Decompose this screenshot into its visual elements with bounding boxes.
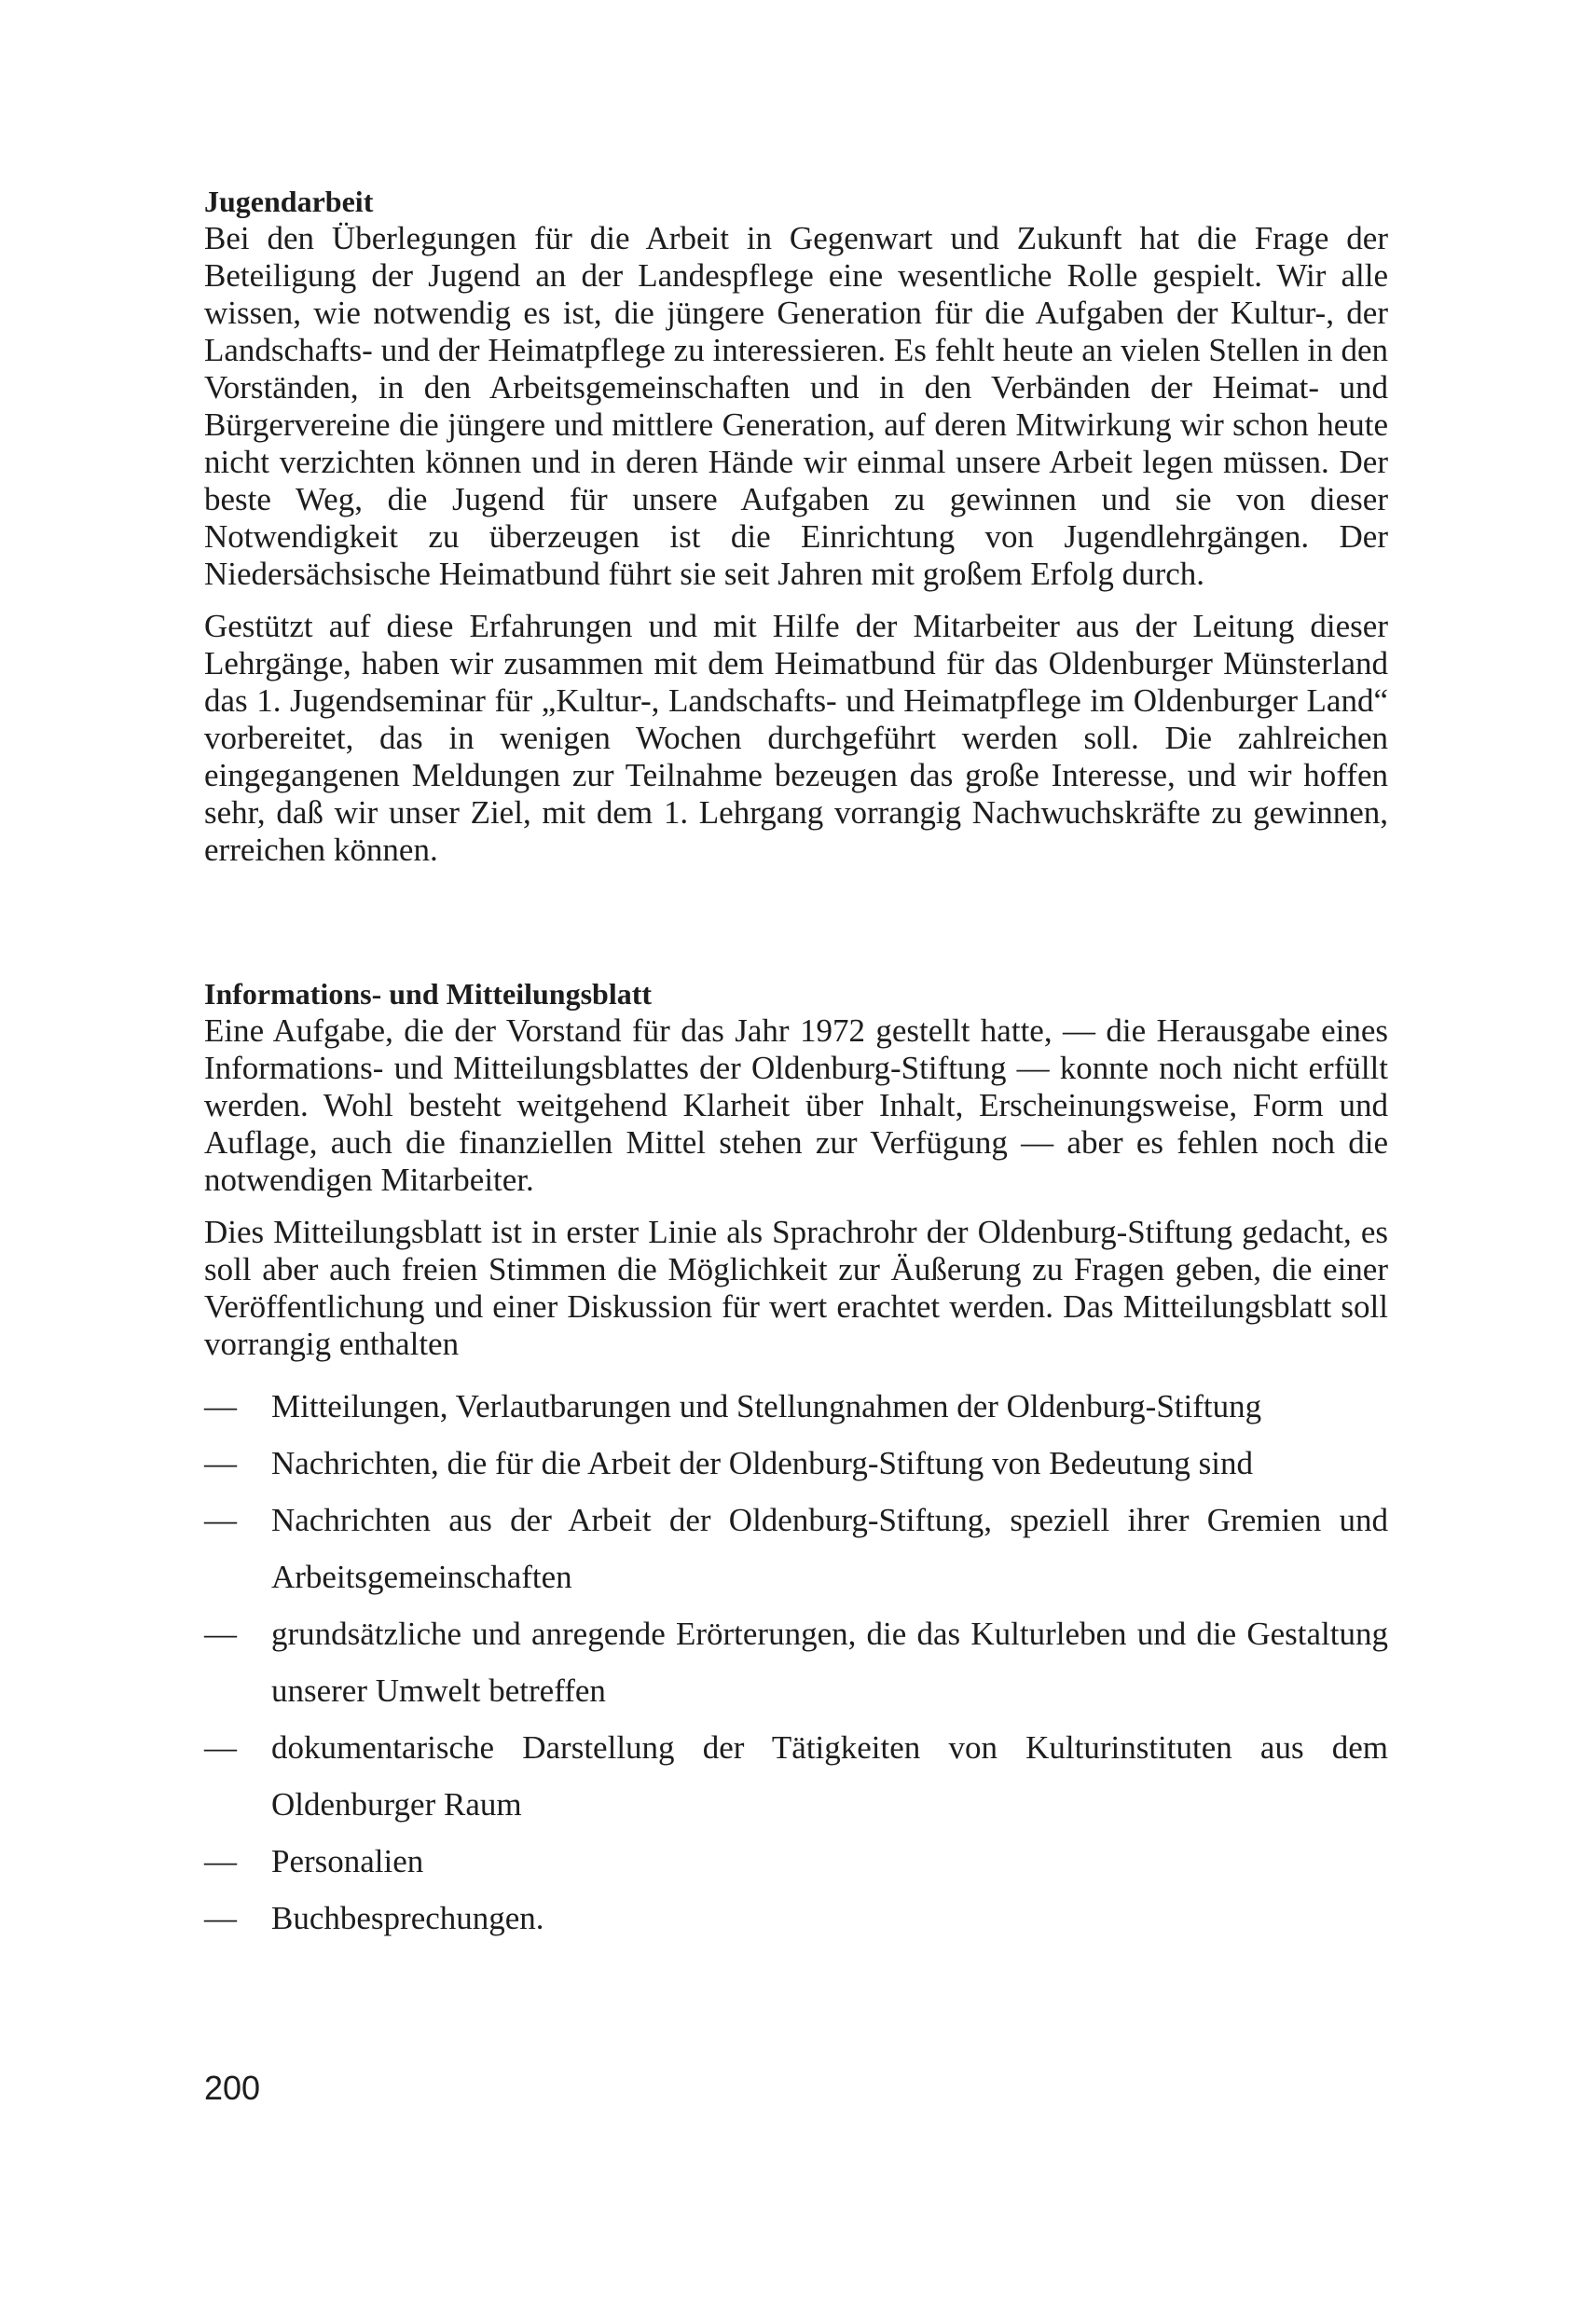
page-number: 200 xyxy=(204,2069,261,2107)
list-dash: — xyxy=(204,1900,237,1936)
paragraph: Bei den Überlegungen für die Arbeit in Gegenwart und Zukunft hat die Frage der Beteiligung der Jugend an der Landespflege eine wesentliche Rolle gespielt. Wir alle wissen, wie notwendig es ist, die jüngere Generation für die Aufgaben der Kultur-, der Landschafts- und der Heimatpflege zu interessieren. Es fehlt heute an vielen Stellen in den Vorständen, in den Arbeitsgemeinschaften und in den Verbänden der Heimat- und Bürgervereine die jüngere und mittlere Generation, auf deren Mitwirkung wir schon heute nicht verzichten können und in deren Hände wir einmal unsere Arbeit legen müssen. Der beste Weg, die Jugend für unsere Aufgaben zu gewinnen und sie von dieser Notwendigkeit zu überzeugen ist die Einrichtung von Jugendlehrgängen. Der Niedersächsische Heimatbund führt sie seit Jahren mit großem Erfolg durch. xyxy=(204,220,1388,592)
list-dash: — xyxy=(204,1445,237,1481)
list-dash: — xyxy=(204,1843,237,1879)
list-item xyxy=(204,1719,1388,1833)
list-item xyxy=(204,1492,1388,1605)
section-jugendarbeit xyxy=(204,183,1388,869)
paragraph: Gestützt auf diese Erfahrungen und mit Hilfe der Mitarbeiter aus der Leitung dieser Lehrgänge, haben wir zusammen mit dem Heimatbund für das Oldenburger Münsterland das 1. Jugendseminar für „Kultur-, Landschafts- und Heimatpflege im Oldenburger Land“ vorbereitet, das in wenigen Wochen durchgeführt werden soll. Die zahlreichen eingegangenen Meldungen zur Teilnahme bezeugen das große Interesse, und wir hoffen sehr, daß wir unser Ziel, mit dem 1. Lehrgang vorrangig Nachwuchskräfte zu gewinnen, erreichen können. xyxy=(204,608,1388,868)
list-dash: — xyxy=(204,1388,237,1424)
list-item-text: Mitteilungen, Verlautbarungen und Stellungnahmen der Oldenburg-Stiftung xyxy=(271,1388,1262,1424)
list-dash: — xyxy=(204,1729,237,1766)
content-list xyxy=(204,1378,1388,1947)
list-item-text: Buchbesprechungen. xyxy=(271,1900,544,1936)
list-item-text: Nachrichten, die für die Arbeit der Oldenburg-Stiftung von Bedeutung sind xyxy=(271,1445,1254,1481)
section-informationsblatt xyxy=(204,975,1388,1947)
list-dash: — xyxy=(204,1502,237,1538)
list-item xyxy=(204,1605,1388,1719)
text-column xyxy=(204,183,1388,1947)
list-item-text: Nachrichten aus der Arbeit der Oldenburg-Stiftung, speziell ihrer Gremien und Arbeitsgemeinschaften xyxy=(271,1502,1388,1595)
paragraph: Eine Aufgabe, die der Vorstand für das Jahr 1972 gestellt hatte, — die Herausgabe eines Informations- und Mitteilungsblattes der Oldenburg-Stiftung — konnte noch nicht erfüllt werden. Wohl besteht weitgehend Klarheit über Inhalt, Erscheinungsweise, Form und Auflage, auch die finanziellen Mittel stehen zur Verfügung — aber es fehlen noch die notwendigen Mitarbeiter. xyxy=(204,1012,1388,1198)
section-heading: Jugendarbeit xyxy=(204,185,374,218)
list-item-text: Personalien xyxy=(271,1843,424,1879)
list-item-text: grundsätzliche und anregende Erörterungen, die das Kulturleben und die Gestaltung unserer Umwelt betreffen xyxy=(271,1616,1388,1709)
list-item-text: dokumentarische Darstellung der Tätigkeiten von Kulturinstituten aus dem Oldenburger Raum xyxy=(271,1729,1388,1823)
paragraph: Dies Mitteilungsblatt ist in erster Linie als Sprachrohr der Oldenburg-Stiftung gedacht, es soll aber auch freien Stimmen die Möglichkeit zur Äußerung zu Fragen geben, die einer Veröffentlichung und einer Diskussion für wert erachtet werden. Das Mitteilungsblatt soll vorrangig enthalten xyxy=(204,1214,1388,1362)
list-dash: — xyxy=(204,1616,237,1652)
section-heading: Informations- und Mitteilungsblatt xyxy=(204,977,653,1011)
list-item xyxy=(204,1378,1388,1435)
list-item xyxy=(204,1833,1388,1890)
list-item xyxy=(204,1435,1388,1492)
list-item xyxy=(204,1890,1388,1947)
